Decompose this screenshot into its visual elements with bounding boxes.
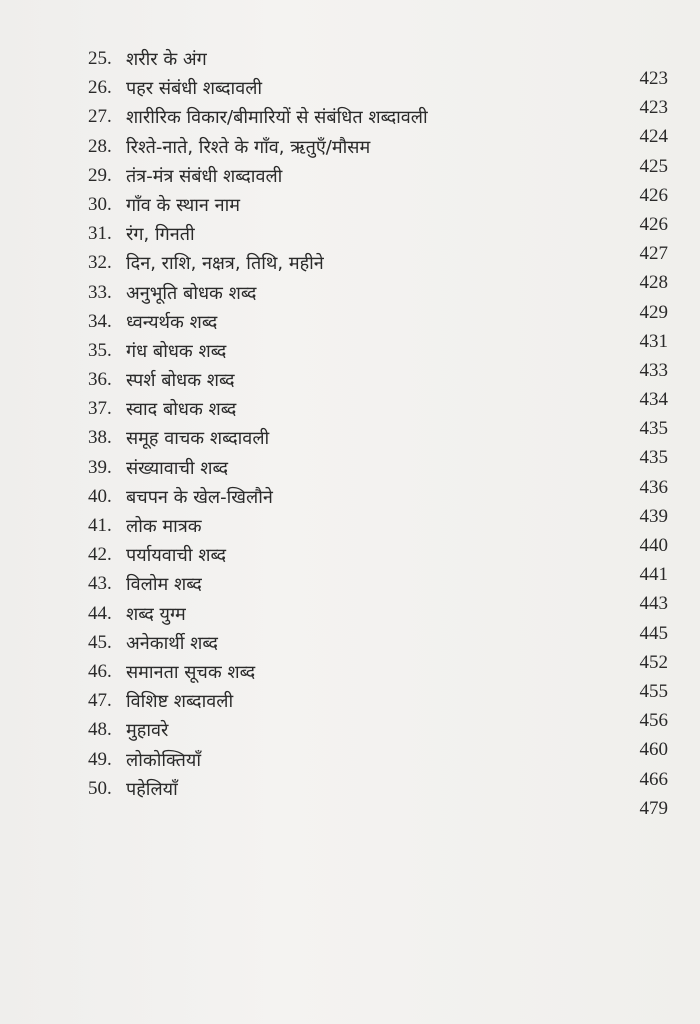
entry-page: 423 (639, 97, 668, 119)
entry-title: संख्यावाची शब्द (126, 457, 229, 479)
entry-page: 436 (639, 476, 668, 498)
entry-number: 48. (88, 719, 112, 741)
entry-page: 440 (639, 535, 668, 556)
entry-page: 427 (639, 243, 668, 265)
entry-number: 46. (88, 660, 112, 682)
entry-number: 36. (88, 369, 112, 391)
entry-number: 30. (88, 193, 112, 215)
entry-page: 455 (639, 680, 668, 702)
entry-number: 34. (88, 310, 112, 332)
entry-title: मुहावरे (126, 720, 169, 742)
entry-title: समूह वाचक शब्दावली (126, 428, 270, 450)
toc-entry (88, 777, 668, 819)
entry-number: 44. (88, 602, 112, 624)
entry-number: 45. (88, 631, 112, 653)
entry-page: 435 (639, 418, 668, 440)
entry-title: रंग, गिनती (126, 224, 195, 246)
entry-number: 29. (88, 164, 112, 186)
entry-page: 460 (639, 739, 668, 761)
entry-title: पहेलियाँ (126, 778, 178, 800)
entry-title: बचपन के खेल-खिलौने (126, 486, 273, 508)
entry-page: 452 (639, 651, 668, 673)
entry-number: 41. (88, 515, 112, 536)
entry-page: 445 (639, 622, 668, 644)
entry-title: पहर संबंधी शब्दावली (126, 78, 263, 100)
table-of-contents (88, 48, 668, 819)
entry-page: 424 (639, 126, 668, 148)
entry-page: 441 (639, 564, 668, 586)
entry-title: स्वाद बोधक शब्द (126, 399, 237, 421)
entry-title: तंत्र-मंत्र संबंधी शब्दावली (126, 165, 283, 187)
entry-page: 425 (639, 155, 668, 177)
entry-number: 38. (88, 427, 112, 449)
entry-number: 42. (88, 544, 112, 566)
entry-title: ध्वन्यर्थक शब्द (126, 311, 218, 333)
entry-title: शब्द युग्म (126, 603, 186, 625)
entry-number: 39. (88, 456, 112, 478)
entry-title: अनुभूति बोधक शब्द (126, 282, 257, 304)
entry-page: 433 (639, 359, 668, 381)
entry-number: 49. (88, 748, 112, 770)
entry-title: पर्यायवाची शब्द (126, 545, 227, 567)
entry-page: 426 (639, 184, 668, 206)
entry-title: स्पर्श बोधक शब्द (126, 370, 235, 392)
entry-title: लोक मात्रक (126, 516, 202, 537)
entry-number: 35. (88, 339, 112, 361)
entry-number: 50. (88, 777, 112, 799)
entry-title: लोकोक्तियाँ (126, 749, 202, 771)
entry-number: 28. (88, 135, 112, 157)
entry-page: 443 (639, 593, 668, 615)
entry-title: गंध बोधक शब्द (126, 340, 227, 362)
entry-title: दिन, राशि, नक्षत्र, तिथि, महीने (126, 253, 324, 275)
entry-number: 32. (88, 252, 112, 274)
entry-page: 429 (639, 301, 668, 323)
entry-page: 434 (639, 389, 668, 411)
entry-page: 466 (639, 768, 668, 790)
entry-number: 27. (88, 106, 112, 128)
entry-title: समानता सूचक शब्द (126, 661, 256, 683)
entry-page: 479 (639, 797, 668, 819)
entry-number: 26. (88, 77, 112, 99)
entry-title: शरीर के अंग (126, 49, 207, 70)
entry-page: 439 (639, 505, 668, 527)
entry-title: अनेकार्थी शब्द (126, 632, 218, 654)
entry-number: 25. (88, 48, 112, 69)
entry-title: गाँव के स्थान नाम (126, 194, 241, 216)
entry-page: 423 (639, 68, 668, 89)
entry-number: 40. (88, 485, 112, 507)
entry-number: 37. (88, 398, 112, 420)
entry-title: विलोम शब्द (126, 574, 202, 596)
entry-page: 435 (639, 447, 668, 469)
entry-number: 47. (88, 690, 112, 712)
entry-title: शारीरिक विकार/बीमारियों से संबंधित शब्दावली (126, 107, 428, 129)
entry-page: 456 (639, 710, 668, 732)
entry-number: 31. (88, 223, 112, 245)
entry-title: विशिष्ट शब्दावली (126, 691, 234, 713)
entry-page: 431 (639, 330, 668, 352)
entry-page: 428 (639, 272, 668, 294)
entry-number: 33. (88, 281, 112, 303)
entry-page: 426 (639, 213, 668, 235)
entry-number: 43. (88, 573, 112, 595)
entry-title: रिश्ते-नाते, रिश्ते के गाँव, ऋतुएँ/मौसम (126, 136, 371, 158)
